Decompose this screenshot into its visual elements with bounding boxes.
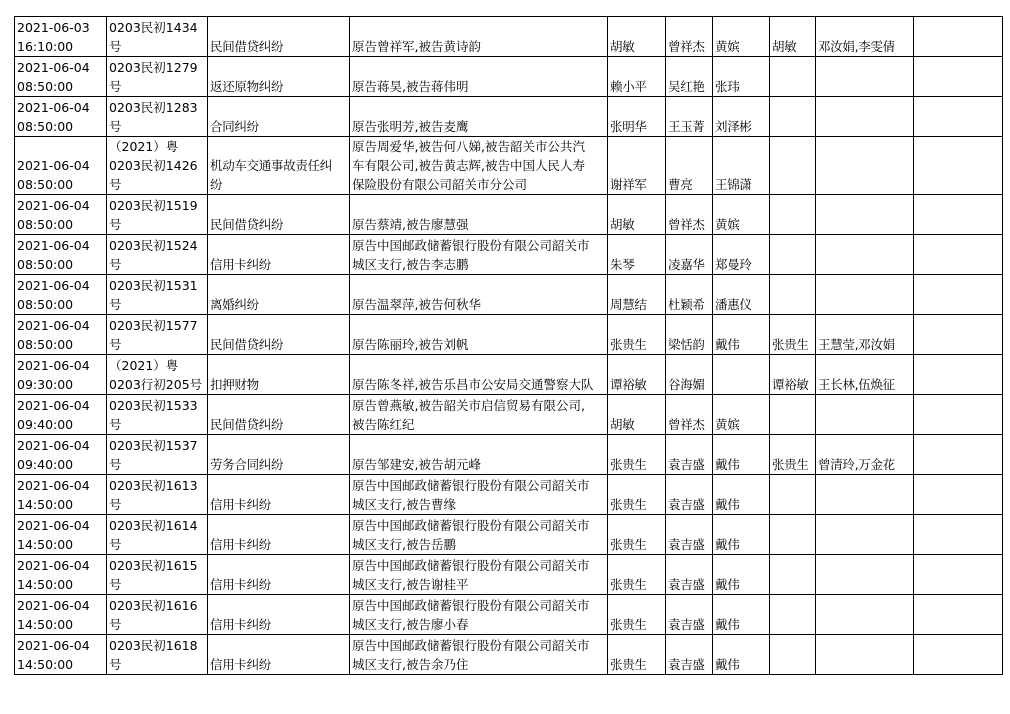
table-row [15, 635, 1003, 675]
case-cause-cell: 民间借贷纠纷 [208, 195, 350, 235]
remarks-cell [914, 475, 1003, 515]
remarks-cell [914, 515, 1003, 555]
presiding-judge-cell [770, 195, 816, 235]
judge-cell: 赖小平 [608, 57, 666, 97]
jurors-cell [816, 137, 914, 195]
parties-cell: 原告中国邮政储蓄银行股份有限公司韶关市 城区支行,被告岳鹏 [350, 515, 608, 555]
court-clerk-cell: 张玮 [713, 57, 770, 97]
case-number-cell: 0203民初1524 号 [107, 235, 208, 275]
case-number-cell: 0203民初1519 号 [107, 195, 208, 235]
remarks-cell [914, 595, 1003, 635]
table-row [15, 395, 1003, 435]
case-cause-cell: 劳务合同纠纷 [208, 435, 350, 475]
presiding-judge-cell: 谭裕敏 [770, 355, 816, 395]
hearing-time-cell: 2021-06-04 08:50:00 [15, 315, 107, 355]
remarks-cell [914, 17, 1003, 57]
court-clerk-cell: 郑曼玲 [713, 235, 770, 275]
table-row [15, 97, 1003, 137]
hearing-time-cell: 2021-06-04 14:50:00 [15, 595, 107, 635]
case-number-cell: 0203民初1531 号 [107, 275, 208, 315]
case-cause-cell: 离婚纠纷 [208, 275, 350, 315]
table-row [15, 137, 1003, 195]
court-clerk-cell [713, 355, 770, 395]
jurors-cell [816, 475, 914, 515]
presiding-judge-cell [770, 475, 816, 515]
judge-cell: 张贵生 [608, 435, 666, 475]
court-clerk-cell: 戴伟 [713, 555, 770, 595]
hearing-time-cell: 2021-06-04 08:50:00 [15, 137, 107, 195]
jurors-cell [816, 275, 914, 315]
case-number-cell: 0203民初1616 号 [107, 595, 208, 635]
case-cause-cell: 机动车交通事故责任纠 纷 [208, 137, 350, 195]
court-clerk-cell: 戴伟 [713, 595, 770, 635]
presiding-judge-cell: 张贵生 [770, 435, 816, 475]
case-number-cell: 0203民初1614 号 [107, 515, 208, 555]
judge-cell: 张贵生 [608, 555, 666, 595]
judge-cell: 谢祥军 [608, 137, 666, 195]
presiding-judge-cell [770, 595, 816, 635]
presiding-judge-cell [770, 555, 816, 595]
jurors-cell [816, 57, 914, 97]
judge-cell: 谭裕敏 [608, 355, 666, 395]
court-clerk-cell: 黄嫔 [713, 195, 770, 235]
parties-cell: 原告曾燕敏,被告韶关市启信贸易有限公司, 被告陈红纪 [350, 395, 608, 435]
case-cause-cell: 信用卡纠纷 [208, 475, 350, 515]
hearing-time-cell: 2021-06-04 09:40:00 [15, 435, 107, 475]
judge-cell: 朱琴 [608, 235, 666, 275]
table-row [15, 195, 1003, 235]
table-row [15, 57, 1003, 97]
case-number-cell: 0203民初1618 号 [107, 635, 208, 675]
table-row [15, 555, 1003, 595]
table-row [15, 235, 1003, 275]
hearing-time-cell: 2021-06-04 08:50:00 [15, 195, 107, 235]
case-cause-cell: 信用卡纠纷 [208, 595, 350, 635]
hearing-time-cell: 2021-06-04 08:50:00 [15, 57, 107, 97]
jurors-cell: 王慧莹,邓汝娟 [816, 315, 914, 355]
case-cause-cell: 扣押财物 [208, 355, 350, 395]
remarks-cell [914, 355, 1003, 395]
remarks-cell [914, 235, 1003, 275]
clerk-cell: 袁吉盛 [666, 435, 713, 475]
clerk-cell: 袁吉盛 [666, 475, 713, 515]
table-row [15, 17, 1003, 57]
judge-cell: 张贵生 [608, 515, 666, 555]
presiding-judge-cell [770, 57, 816, 97]
table-row [15, 435, 1003, 475]
parties-cell: 原告陈丽玲,被告刘帆 [350, 315, 608, 355]
table-row [15, 315, 1003, 355]
hearing-time-cell: 2021-06-04 08:50:00 [15, 275, 107, 315]
judge-cell: 周慧结 [608, 275, 666, 315]
parties-cell: 原告张明芳,被告麦鹰 [350, 97, 608, 137]
presiding-judge-cell: 胡敏 [770, 17, 816, 57]
table-row [15, 595, 1003, 635]
remarks-cell [914, 555, 1003, 595]
parties-cell: 原告中国邮政储蓄银行股份有限公司韶关市 城区支行,被告李志鹏 [350, 235, 608, 275]
parties-cell: 原告中国邮政储蓄银行股份有限公司韶关市 城区支行,被告曹缘 [350, 475, 608, 515]
clerk-cell: 曾祥杰 [666, 195, 713, 235]
hearing-time-cell: 2021-06-03 16:10:00 [15, 17, 107, 57]
parties-cell: 原告中国邮政储蓄银行股份有限公司韶关市 城区支行,被告谢桂平 [350, 555, 608, 595]
jurors-cell [816, 235, 914, 275]
hearing-time-cell: 2021-06-04 14:50:00 [15, 555, 107, 595]
hearing-time-cell: 2021-06-04 14:50:00 [15, 515, 107, 555]
case-cause-cell: 民间借贷纠纷 [208, 395, 350, 435]
clerk-cell: 袁吉盛 [666, 595, 713, 635]
jurors-cell [816, 555, 914, 595]
jurors-cell [816, 97, 914, 137]
court-clerk-cell: 黄嫔 [713, 17, 770, 57]
remarks-cell [914, 275, 1003, 315]
table-row [15, 275, 1003, 315]
parties-cell: 原告曾祥军,被告黄诗韵 [350, 17, 608, 57]
remarks-cell [914, 315, 1003, 355]
parties-cell: 原告蒋昊,被告蒋伟明 [350, 57, 608, 97]
clerk-cell: 谷海媚 [666, 355, 713, 395]
parties-cell: 原告陈冬祥,被告乐昌市公安局交通警察大队 [350, 355, 608, 395]
hearing-schedule-body [15, 17, 1003, 675]
table-row [15, 475, 1003, 515]
case-number-cell: 0203民初1533 号 [107, 395, 208, 435]
remarks-cell [914, 435, 1003, 475]
jurors-cell [816, 195, 914, 235]
remarks-cell [914, 97, 1003, 137]
case-number-cell: 0203民初1279 号 [107, 57, 208, 97]
court-clerk-cell: 王锦潇 [713, 137, 770, 195]
judge-cell: 胡敏 [608, 17, 666, 57]
jurors-cell [816, 635, 914, 675]
court-clerk-cell: 戴伟 [713, 435, 770, 475]
court-clerk-cell: 戴伟 [713, 315, 770, 355]
remarks-cell [914, 395, 1003, 435]
hearing-time-cell: 2021-06-04 09:30:00 [15, 355, 107, 395]
case-number-cell: 0203民初1613 号 [107, 475, 208, 515]
judge-cell: 张贵生 [608, 475, 666, 515]
presiding-judge-cell [770, 395, 816, 435]
presiding-judge-cell [770, 515, 816, 555]
case-cause-cell: 信用卡纠纷 [208, 555, 350, 595]
hearing-time-cell: 2021-06-04 08:50:00 [15, 235, 107, 275]
case-cause-cell: 返还原物纠纷 [208, 57, 350, 97]
parties-cell: 原告中国邮政储蓄银行股份有限公司韶关市 城区支行,被告廖小春 [350, 595, 608, 635]
judge-cell: 张明华 [608, 97, 666, 137]
case-number-cell: 0203民初1577 号 [107, 315, 208, 355]
clerk-cell: 袁吉盛 [666, 555, 713, 595]
clerk-cell: 王玉菁 [666, 97, 713, 137]
parties-cell: 原告温翠萍,被告何秋华 [350, 275, 608, 315]
judge-cell: 张贵生 [608, 315, 666, 355]
clerk-cell: 曾祥杰 [666, 395, 713, 435]
hearing-time-cell: 2021-06-04 09:40:00 [15, 395, 107, 435]
remarks-cell [914, 57, 1003, 97]
hearing-time-cell: 2021-06-04 14:50:00 [15, 475, 107, 515]
table-row [15, 355, 1003, 395]
hearing-schedule-table [14, 16, 1003, 675]
presiding-judge-cell [770, 97, 816, 137]
jurors-cell [816, 595, 914, 635]
case-cause-cell: 民间借贷纠纷 [208, 315, 350, 355]
jurors-cell: 王长林,伍焕征 [816, 355, 914, 395]
clerk-cell: 袁吉盛 [666, 635, 713, 675]
case-cause-cell: 合同纠纷 [208, 97, 350, 137]
court-clerk-cell: 潘惠仪 [713, 275, 770, 315]
parties-cell: 原告中国邮政储蓄银行股份有限公司韶关市 城区支行,被告余乃住 [350, 635, 608, 675]
judge-cell: 胡敏 [608, 195, 666, 235]
clerk-cell: 袁吉盛 [666, 515, 713, 555]
clerk-cell: 曾祥杰 [666, 17, 713, 57]
case-cause-cell: 信用卡纠纷 [208, 635, 350, 675]
clerk-cell: 曹亮 [666, 137, 713, 195]
case-cause-cell: 信用卡纠纷 [208, 515, 350, 555]
hearing-time-cell: 2021-06-04 08:50:00 [15, 97, 107, 137]
court-clerk-cell: 刘泽彬 [713, 97, 770, 137]
presiding-judge-cell [770, 275, 816, 315]
parties-cell: 原告邹建安,被告胡元峰 [350, 435, 608, 475]
case-number-cell: （2021）粤 0203行初205号 [107, 355, 208, 395]
table-row [15, 515, 1003, 555]
remarks-cell [914, 195, 1003, 235]
case-number-cell: 0203民初1537 号 [107, 435, 208, 475]
judge-cell: 张贵生 [608, 595, 666, 635]
court-clerk-cell: 黄嫔 [713, 395, 770, 435]
jurors-cell [816, 395, 914, 435]
parties-cell: 原告周爱华,被告何八娣,被告韶关市公共汽 车有限公司,被告黄志辉,被告中国人民人寿 保险股份有限公司韶关市分公司 [350, 137, 608, 195]
remarks-cell [914, 635, 1003, 675]
hearing-time-cell: 2021-06-04 14:50:00 [15, 635, 107, 675]
judge-cell: 张贵生 [608, 635, 666, 675]
judge-cell: 胡敏 [608, 395, 666, 435]
court-clerk-cell: 戴伟 [713, 475, 770, 515]
presiding-judge-cell [770, 137, 816, 195]
case-number-cell: 0203民初1615 号 [107, 555, 208, 595]
jurors-cell: 邓汝娟,李雯倩 [816, 17, 914, 57]
clerk-cell: 杜颖希 [666, 275, 713, 315]
case-cause-cell: 信用卡纠纷 [208, 235, 350, 275]
remarks-cell [914, 137, 1003, 195]
presiding-judge-cell: 张贵生 [770, 315, 816, 355]
parties-cell: 原告蔡靖,被告廖慧强 [350, 195, 608, 235]
case-cause-cell: 民间借贷纠纷 [208, 17, 350, 57]
court-clerk-cell: 戴伟 [713, 635, 770, 675]
clerk-cell: 凌嘉华 [666, 235, 713, 275]
case-number-cell: 0203民初1434 号 [107, 17, 208, 57]
court-clerk-cell: 戴伟 [713, 515, 770, 555]
jurors-cell: 曾清玲,万金花 [816, 435, 914, 475]
jurors-cell [816, 515, 914, 555]
clerk-cell: 吴红艳 [666, 57, 713, 97]
case-number-cell: （2021）粤 0203民初1426 号 [107, 137, 208, 195]
case-number-cell: 0203民初1283 号 [107, 97, 208, 137]
presiding-judge-cell [770, 635, 816, 675]
presiding-judge-cell [770, 235, 816, 275]
clerk-cell: 梁恬韵 [666, 315, 713, 355]
